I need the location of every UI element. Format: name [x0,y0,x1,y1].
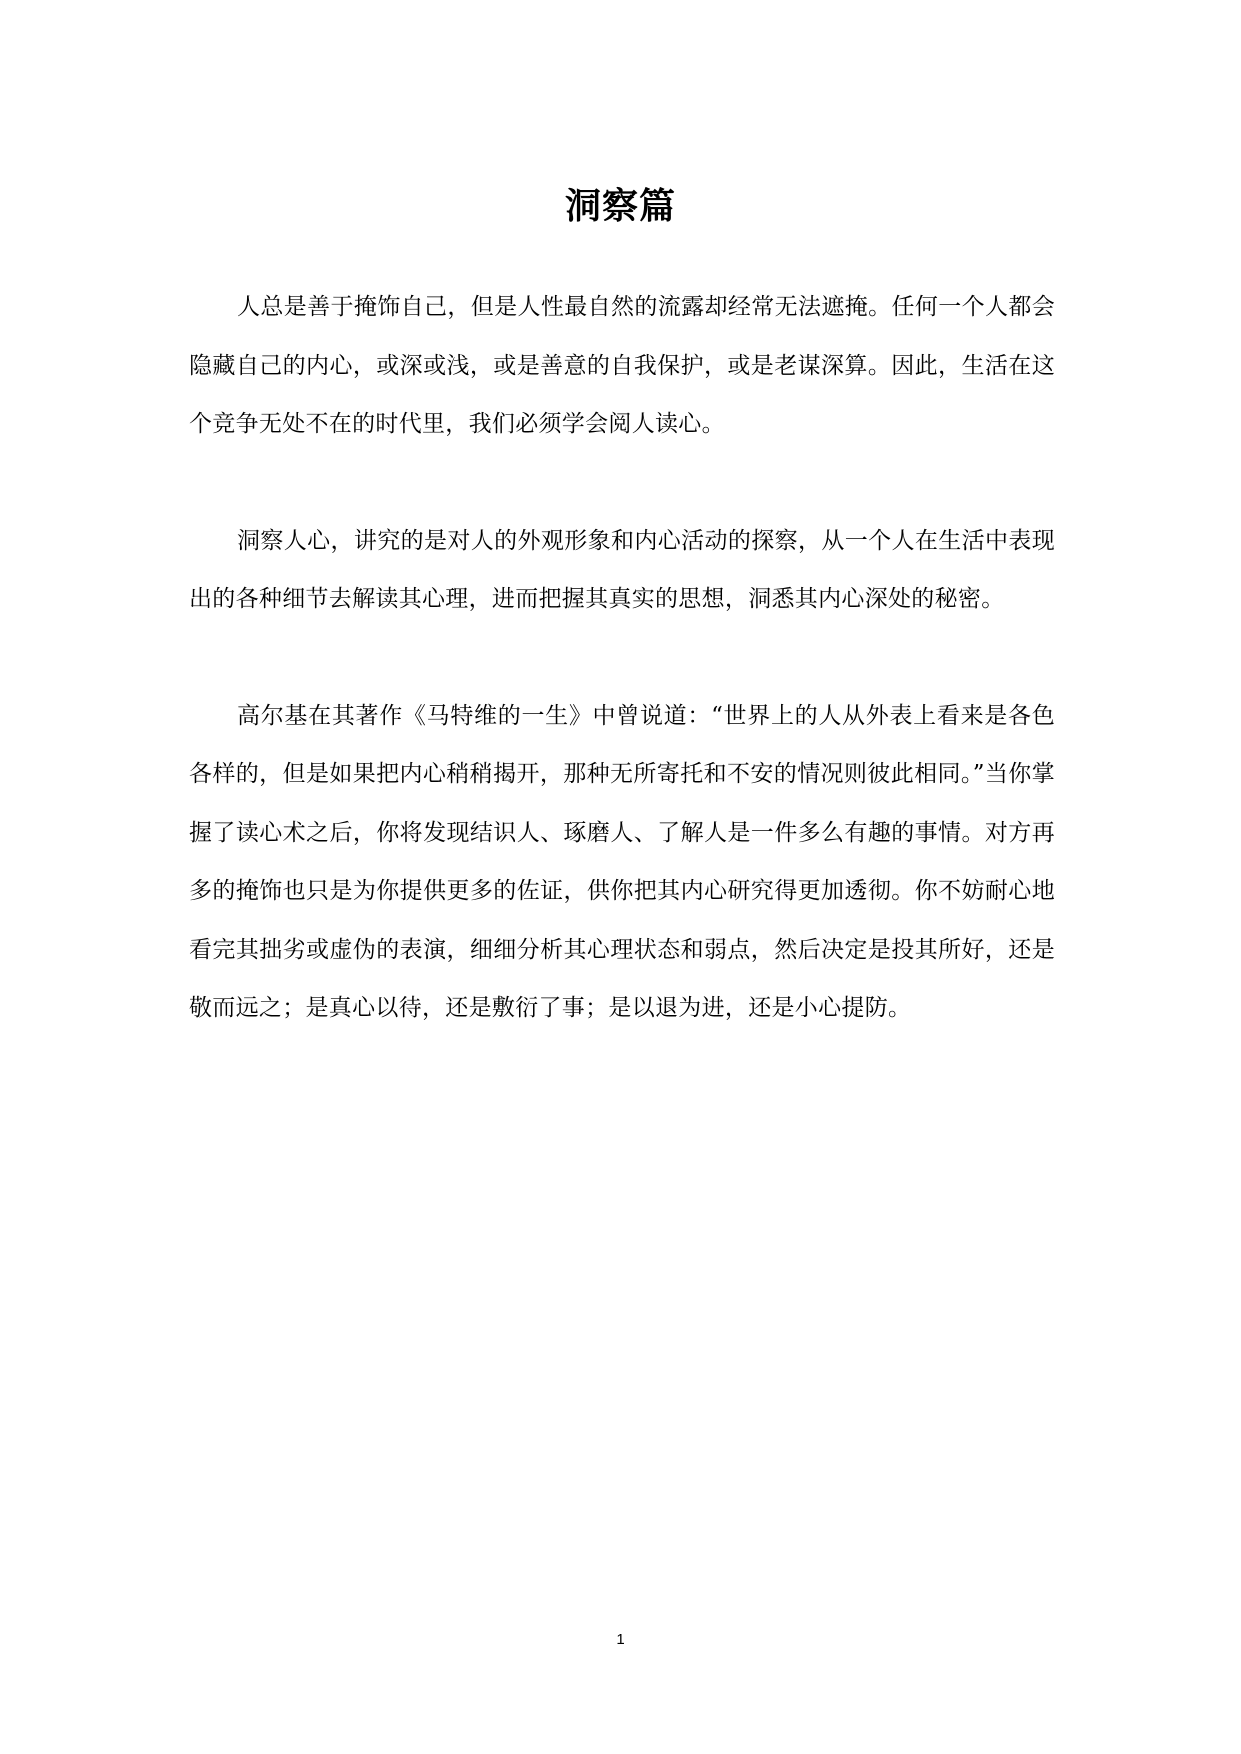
paragraph-2: 洞察人心，讲究的是对人的外观形象和内心活动的探察，从一个人在生活中表现出的各种细节去解读其心理，进而把握其真实的思想，洞悉其内心深处的秘密。 [189,527,1055,612]
body-text [189,278,1055,1096]
page-number: 1 [616,1631,625,1648]
paragraph-3: 高尔基在其著作《马特维的一生》中曾说道：“世界上的人从外表上看来是各色各样的，但是如果把内心稍稍揭开，那种无所寄托和不安的情况则彼此相同。”当你掌握了读心术之后，你将发现结识人、琢磨人、了解人是一件多么有趣的事情。对方再多的掩饰也只是为你提供更多的佐证，供你把其内心研究得更加透彻。你不妨耐心地看完其拙劣或虚伪的表演，细细分析其心理状态和弱点，然后决定是投其所好，还是敬而远之；是真心以待，还是敷衍了事；是以退为进，还是小心提防。 [189,702,1055,1021]
paragraph-1: 人总是善于掩饰自己，但是人性最自然的流露却经常无法遮掩。任何一个人都会隐藏自己的内心，或深或浅，或是善意的自我保护，或是老谋深算。因此，生活在这个竞争无处不在的时代里，我们必须学会阅人读心。 [189,294,1055,437]
page-title: 洞察篇 [564,186,676,228]
